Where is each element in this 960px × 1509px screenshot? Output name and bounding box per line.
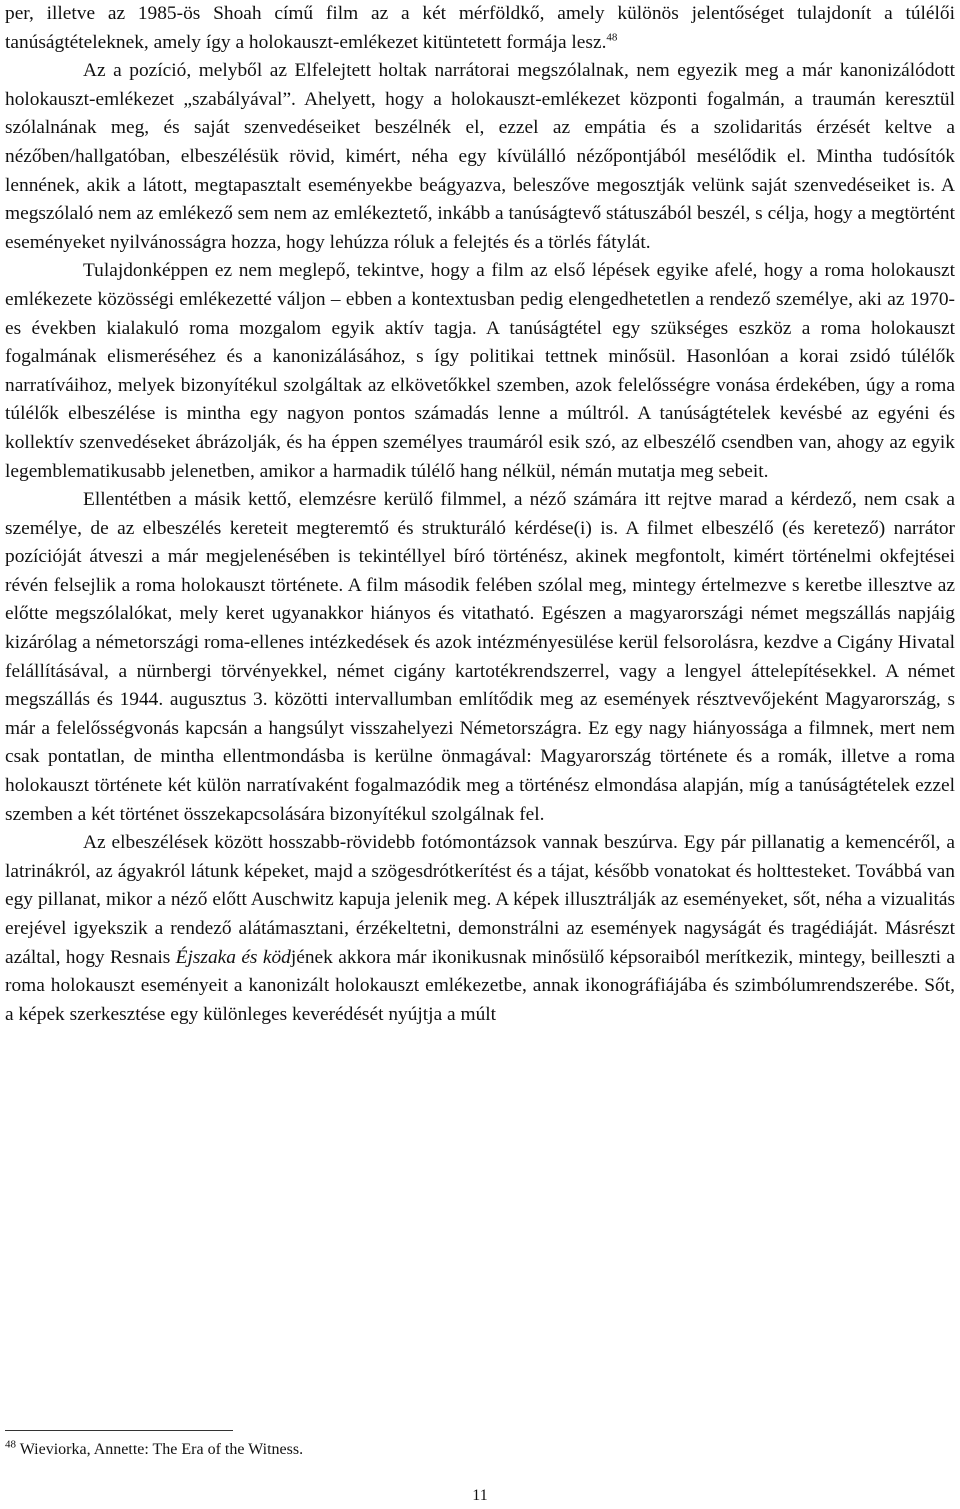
paragraph: Az a pozíció, melyből az Elfelejtett holtak narrátorai megszólalnak, nem egyezik meg a már kanonizálódott holokauszt-emlékezet „szabályával”. Ahelyett, hogy a holokauszt-emlékezet központi fogalmán, a traumán keresztül szólalnának meg, és saját szenvedéseiket beszélnék el, ezzel az empátia és a szolidaritás érzését keltve a nézőben/hallgatóban, elbeszélésük rövid, kimért, néha egy kívülálló nézőpontjából mesélődik el. Mintha tudósítók lennének, akik a látott, megtapasztalt eseményekbe beágyazva, beleszőve megosztják velünk saját szenvedéseiket is. A megszólaló nem az emlékező sem nem az emlékeztető, inkább a tanúságtevő státuszából beszél, s célja, hogy a megtörtént eseményeket nyilvánosságra hozza, hogy lehúzza róluk a felejtés és a törlés fátylát. — [5, 60, 955, 253]
paragraph: Tulajdonképpen ez nem meglepő, tekintve, hogy a film az első lépések egyike afelé, hogy a roma holokauszt emlékezete közösségi emlékezetté váljon – ebben a kontextusban pedig elengedhetetlen a rendező személye, aki az 1970-es években kialakuló roma mozgalom egyik aktív tagja. A tanúságtétel egy szükséges eszköz a roma holokauszt fogalmának elismeréséhez és a kanonizálásához, s így politikai tettnek minősül. Hasonlóan a korai zsidó túlélők narratíváihoz, melyek bizonyítékul szolgáltak az elkövetőkkel szemben, azok felelősségre vonása érdekében, úgy a roma túlélők elbeszélése is mintha egy nagyon pontos számadás lenne a múltról. A tanúságtételek kevésbé az egyéni és kollektív szenvedéseket ábrázolják, és ha éppen személyes traumáról esik szó, az elbeszélő csendben van, ahogy az egyik legemblematikusabb jelenetben, amikor a harmadik túlélő hang nélkül, némán mutatja meg sebeit. — [5, 260, 955, 482]
footnote-separator — [5, 1430, 233, 1431]
paragraph-text: per, illetve az 1985-ös Shoah című film az a két mérföldkő, amely különös jelentőséget tulajdonít a túlélői tanúságtételeknek, amely így a holokauszt-emlékezet kitüntetett formája lesz. — [5, 3, 955, 53]
footnote-number: 48 — [5, 1438, 16, 1451]
paragraph-text: jének akkora már ikonikusnak minősülő képsoraiból merítkezik, mintegy, beilleszti a roma holokauszt eseményeit a kanonizált holokauszt emlékezetbe, annak ikonográfiájába és szimbólumrendszerébe. Sőt, a képek szerkesztése egy különleges keverédését nyújtja a múlt — [5, 946, 955, 1025]
paragraph-text: Az elbeszélések között hosszabb-rövidebb fotómontázsok vannak beszúrva. Egy pár pillanatig a kemencéről, a latrinákról, az ágyakról látunk képeket, majd a szögesdrótkerítést és a tájat, később vonatokat és holttesteket. Továbbá van egy pillanat, mikor a néző előtt Auschwitz kapuja jelenik meg. A képek illusztrálják az eseményeket, sőt, néha a vizualitás erejével igyekszik a rendező alátámasztani, érzékeltetni, demonstrálni az események nagyságát és tragédiáját. Másrészt azáltal, hogy Resnais — [5, 832, 955, 968]
footnote — [5, 1440, 303, 1460]
footnote-text: Wieviorka, Annette: The Era of the Witness. — [16, 1441, 304, 1458]
film-title: Éjszaka és köd — [175, 946, 291, 968]
paragraph-continued — [5, 0, 955, 57]
document-body — [5, 0, 955, 1029]
paragraph — [5, 829, 955, 1029]
footnote-reference[interactable]: 48 — [606, 31, 618, 44]
paragraph: Ellentétben a másik kettő, elemzésre kerülő filmmel, a néző számára itt rejtve marad a kérdező, nem csak a személye, de az elbeszélés kereteit megteremtő és strukturáló kérdése(i) is. A filmet elbeszélő (és keretező) narrátor pozícióját átveszi a már megjelenésében is tekintéllyel bíró történész, akinek megfontolt, kimért történelmi okfejtései révén felsejlik a roma holokauszt története. A film második felében szólal meg, mintegy értelmezve s keretbe illesztve az előtte megszólalókat, mely keret ugyanakkor hiányos és vitatható. Egészen a magyarországi német megszállás napjáig kizárólag a németországi roma-ellenes intézkedések és azok intézményesülése kerül felsorolásra, kezdve a Cigány Hivatal felállításával, a nürnbergi törvényekkel, német cigány kartotékrendszerrel, vagy a lengyel áttelepítésekkel. A német megszállás és 1944. augusztus 3. közötti intervallumban említődik meg az események résztvevőjeként Magyarország, s már a felelősségvonás kapcsán a hangsúlyt visszahelyezi Németországra. Ez egy nagy hiányossága a filmnek, mert nem csak pontatlan, de mintha ellentmondásba is kerülne önmagával: Magyarország története és a romák, illetve a roma holokauszt története két külön narratívaként fogalmazódik meg a történész elmondása alapján, míg a tanúságtételek ezzel szemben a két történet összekapcsolására bizonyítékul szolgálnak fel. — [5, 489, 955, 825]
page-number: 11 — [472, 1487, 488, 1504]
